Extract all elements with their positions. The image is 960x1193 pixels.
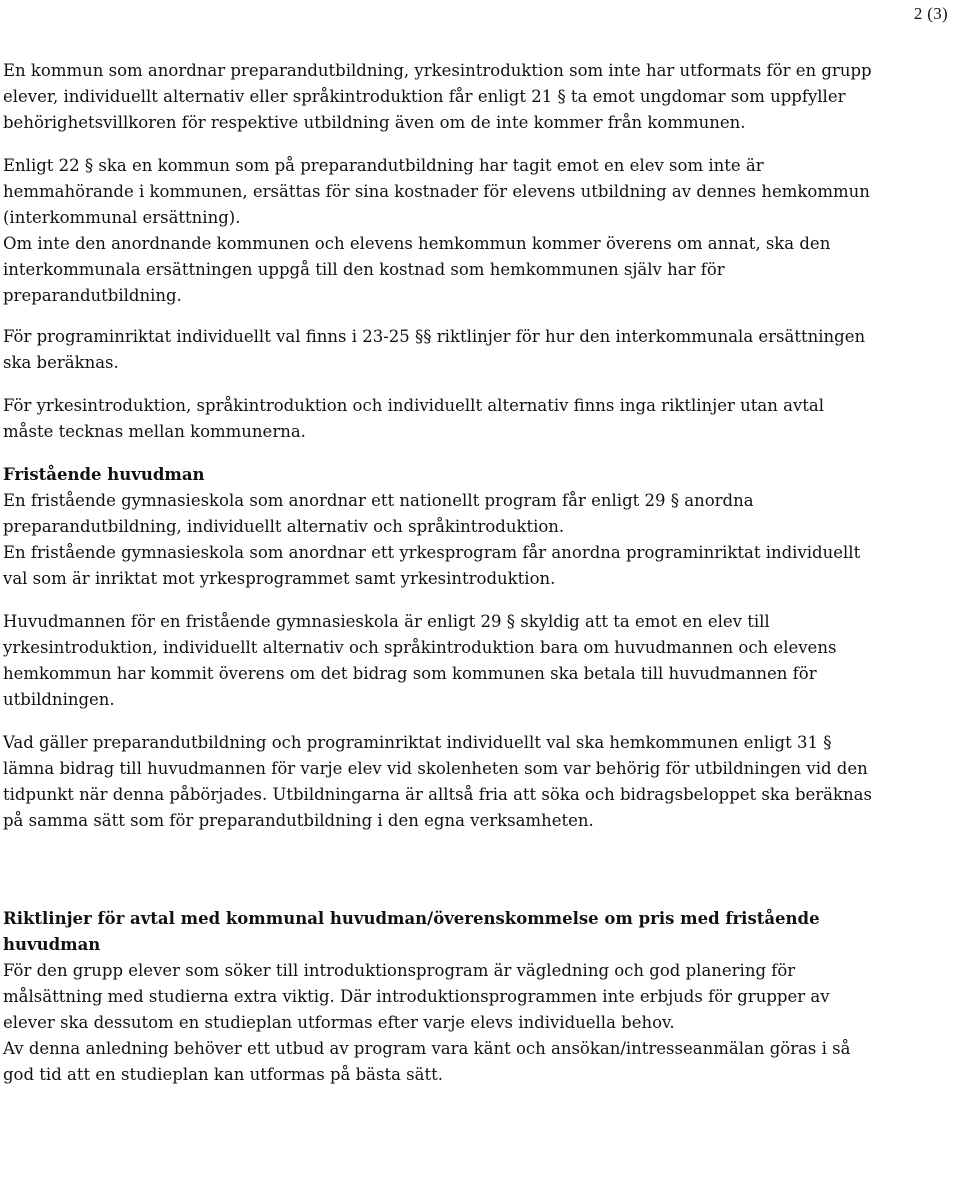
paragraph: En fristående gymnasieskola som anordnar ett yrkesprogram får anordna programinriktat individuellt val som är inriktat mot yrkesprogrammet samt yrkesintroduktion. bbox=[3, 543, 861, 588]
paragraph: Huvudmannen för en fristående gymnasieskola är enligt 29 § skyldig att ta emot en elev till yrkesintroduktion, individuellt alternativ och språkintroduktion bara om huvudmannen och elevens hemkommun har kommit överens om det bidrag som kommunen ska betala till huvudmannen för utbildningen. bbox=[3, 612, 837, 709]
section-heading: Riktlinjer för avtal med kommunal huvudman/överenskommelse om pris med fristående huvudman bbox=[3, 909, 820, 954]
paragraph: För den grupp elever som söker till introduktionsprogram är vägledning och god planering för målsättning med studierna extra viktig. Där introduktionsprogrammen inte erbjuds för grupper av elever ska dessutom en studieplan utformas efter varje elevs individuella behov. bbox=[3, 961, 830, 1032]
paragraph: Av denna anledning behöver ett utbud av program vara känt och ansökan/intresseanmälan göras i så god tid att en studieplan kan utformas på bästa sätt. bbox=[3, 1039, 851, 1084]
section-heading: Fristående huvudman bbox=[3, 465, 205, 484]
paragraph: För programinriktat individuellt val finns i 23-25 §§ riktlinjer för hur den interkommunala ersättningen ska beräknas. bbox=[3, 327, 866, 372]
paragraph: En fristående gymnasieskola som anordnar ett nationellt program får enligt 29 § anordna preparandutbildning, individuellt alternativ och språkintroduktion. bbox=[3, 491, 754, 536]
paragraph: För yrkesintroduktion, språkintroduktion och individuellt alternativ finns inga riktlinjer utan avtal måste tecknas mellan kommunerna. bbox=[3, 396, 825, 441]
paragraph: Om inte den anordnande kommunen och elevens hemkommun kommer överens om annat, ska den interkommunala ersättningen uppgå till den kostnad som hemkommunen själv har för preparandutbildning. bbox=[3, 234, 831, 305]
paragraph: En kommun som anordnar preparandutbildning, yrkesintroduktion som inte har utformats för en grupp elever, individuellt alternativ eller språkintroduktion får enligt 21 § ta emot ungdomar som uppfyller behörighetsvillkoren för respektive utbildning även om de inte kommer från kommunen. bbox=[3, 61, 872, 132]
paragraph: Enligt 22 § ska en kommun som på preparandutbildning har tagit emot en elev som inte är hemmahörande i kommunen, ersättas för sina kostnader för elevens utbildning av dennes hemkommun (interkommunal ersättning). bbox=[3, 156, 870, 227]
paragraph: Vad gäller preparandutbildning och programinriktat individuellt val ska hemkommunen enligt 31 § lämna bidrag till huvudmannen för varje elev vid skolenheten som var behörig för utbildningen vid den tidpunkt när denna påbörjades. Utbildningarna är alltså fria att söka och bidragsbeloppet ska beräknas på samma sätt som för preparandutbildning i den egna verksamheten. bbox=[3, 733, 872, 830]
page-number: 2 (3) bbox=[913, 4, 948, 23]
document-body bbox=[3, 58, 873, 1088]
